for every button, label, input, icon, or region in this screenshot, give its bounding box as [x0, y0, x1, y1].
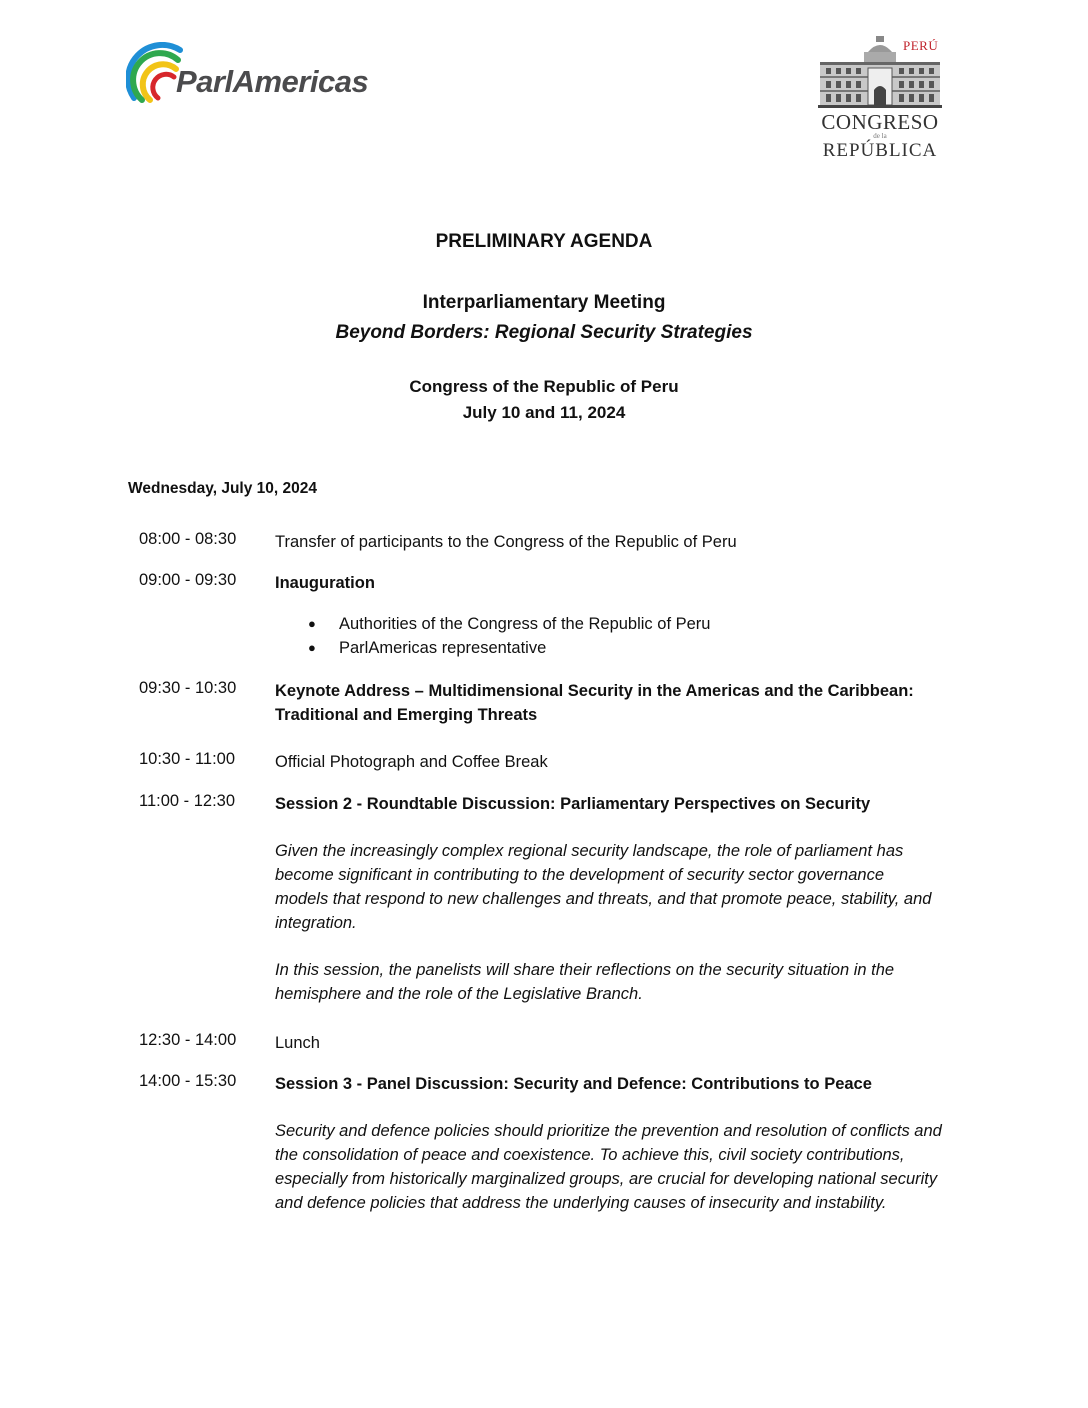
document-title: PRELIMINARY AGENDA: [435, 231, 653, 252]
agenda-title: Lunch: [275, 1034, 320, 1052]
agenda-title: Inauguration: [275, 574, 375, 592]
day-heading: Wednesday, July 10, 2024: [128, 480, 317, 497]
agenda-time: 11:00 - 12:30: [139, 792, 236, 810]
parlamericas-logo: [126, 42, 416, 120]
agenda-time: 09:30 - 10:30: [139, 679, 237, 697]
de-la-label: de la: [873, 132, 887, 140]
meeting-subtitle: Beyond Borders: Regional Security Strategies: [335, 322, 753, 343]
agenda-title: Session 3 - Panel Discussion: Security and Defence: Contributions to Peace: [275, 1075, 872, 1093]
agenda-title: Official Photograph and Coffee Break: [275, 753, 548, 771]
parlamericas-wordmark: ParlAmericas: [176, 64, 369, 99]
agenda-time: 09:00 - 09:30: [139, 571, 237, 589]
republica-label: REPÚBLICA: [822, 140, 938, 161]
agenda-time: 12:30 - 14:00: [139, 1031, 237, 1049]
congreso-label: CONGRESO: [821, 110, 939, 134]
meeting-dates: July 10 and 11, 2024: [462, 403, 626, 422]
session-description: Security and defence policies should prioritize the prevention and resolution of conflicts and the consolidation of peace and coexistence. To achieve this, civil society contributions, especially from historically marginalized groups, are crucial for developing national security and defence policies that address the underlying causes of insecurity and instability.: [275, 1122, 942, 1212]
list-item: ● ParlAmericas representative: [300, 636, 710, 660]
inauguration-bullets: [300, 612, 710, 660]
agenda-title: Keynote Address – Multidimensional Security in the Americas and the Caribbean: Traditional and Emerging Threats: [275, 682, 914, 724]
agenda-time: 10:30 - 11:00: [139, 750, 236, 768]
session-description: In this session, the panelists will share their reflections on the security situation in the hemisphere and the role of the Legislative Branch.: [275, 961, 895, 1003]
agenda-time: 14:00 - 15:30: [139, 1072, 237, 1090]
congreso-logo: [816, 34, 944, 164]
list-item: ● Authorities of the Congress of the Republic of Peru: [300, 612, 710, 636]
agenda-title: Session 2 - Roundtable Discussion: Parliamentary Perspectives on Security: [275, 795, 871, 813]
agenda-time: 08:00 - 08:30: [139, 530, 237, 548]
session-description: Given the increasingly complex regional security landscape, the role of parliament has become significant in contributing to the development of security sector governance models that respond to new challenges and threats, and that promote peace, stability, and integration.: [275, 842, 932, 932]
agenda-title: Transfer of participants to the Congress of the Republic of Peru: [275, 533, 737, 551]
meeting-venue: Congress of the Republic of Peru: [409, 377, 679, 396]
peru-label: PERÚ: [903, 38, 939, 53]
meeting-name: Interparliamentary Meeting: [422, 292, 666, 313]
